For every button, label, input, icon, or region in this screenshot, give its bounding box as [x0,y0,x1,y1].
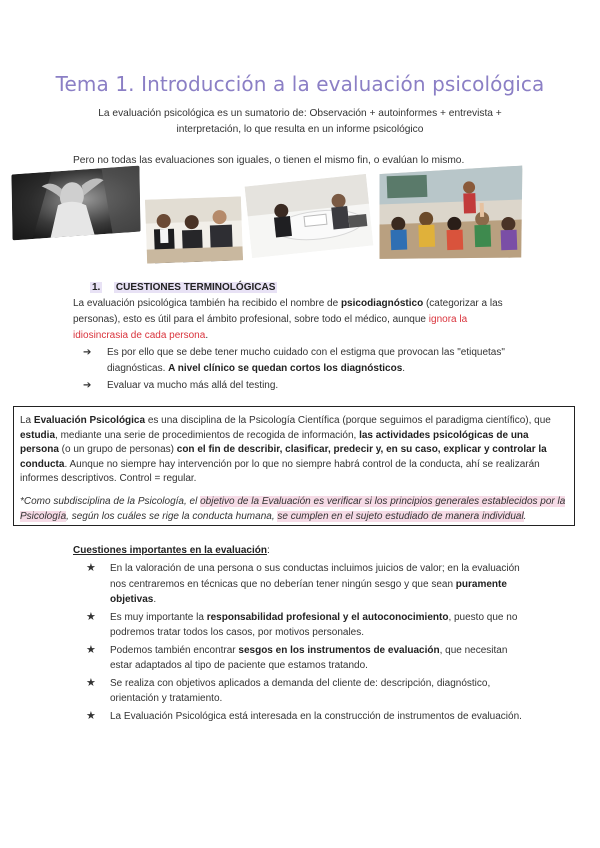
terminology-bullets [83,345,523,396]
lead-sentence: Pero no todas las evaluaciones son iguales, o tienen el mismo fin, o evalúan lo mismo. [73,155,465,166]
photo-distressed-person [11,166,140,241]
text-run: En la valoración de una persona o sus conductas incluimos juicios de valor; en la evaluación nos centraremos en técnicas que no deberían tener ningún sesgo y que sean [110,563,520,590]
section-heading-important-issues [73,545,270,556]
text-run: , según los cuáles se rige la conducta humana, [66,510,278,522]
text-run: Evaluar va mucho más allá del testing. [107,380,279,391]
list-item [86,709,531,725]
underlined-heading: Cuestiones importantes en la evaluación [73,545,267,556]
star-icon: ★ [86,643,96,656]
section-heading-terminology [90,282,277,293]
bold-text: las actividades psicológicas de una persona [20,429,529,456]
bold-text: Evaluación Psicológica [33,415,146,426]
pink-highlight-text: objetivo de la Evaluación es verificar si los principios generales establecidos por la Psicología [20,495,566,522]
text-run: . Aunque no siempre hay intervención por lo que no siempre habrá control de la conducta, ahí se realizarán informes descriptivos. Control = regular. [20,458,540,485]
arrow-icon: ➔ [83,347,92,358]
term-psicodiagnostico: psicodiagnóstico [340,298,424,309]
text-run: (categorizar a las personas), esto es útil para el ámbito profesional, sobre todo el médico, aunque [73,298,503,325]
text-run: , mediante una serie de procedimientos de recogida de información, [55,429,360,441]
text-run: . [402,362,406,374]
text-run: , puesto que no podremos tratar todos los casos, por motivos personales. [110,611,518,638]
definition-paragraph [20,414,568,487]
star-icon: ★ [86,610,96,623]
text-run: Se realiza con objetivos aplicados a demanda del cliente de: descripción, diagnóstico, orientación y tratamiento. [110,677,491,704]
list-item [83,378,523,394]
terminology-paragraph [73,296,513,344]
text-run: La evaluación psicológica también ha recibido el nombre de [73,298,341,309]
section-number: 1. [92,282,101,293]
bold-text: con el fin de describir, clasificar, predecir y, en su caso, explicar y controlar la conducta [20,444,547,470]
text-run: : [266,545,270,556]
text-run: *Como subdisciplina de la Psicología, el [20,495,201,507]
section-heading-text: CUESTIONES TERMINOLÓGICAS [115,282,276,293]
text-run: . [153,594,157,605]
intro-paragraph: La evaluación psicológica es un sumatorio de: Observación + autoinformes + entrevista + interpretación, lo que resulta en un informe psicológico [98,108,502,135]
list-item [86,676,531,707]
bold-text: puramente objetivas [110,578,507,605]
pink-highlight-text: se cumplen en el sujeto estudiado de manera individual [277,510,524,522]
text-run: Es muy importante la [110,611,207,623]
bold-text: responsabilidad profesional y el autoconocimiento [206,611,449,623]
text-run: La [20,415,34,426]
star-icon: ★ [86,562,96,574]
list-item [83,345,523,376]
text-run: , que necesitan estar adaptados al tipo de paciente que estamos tratando. [110,644,508,671]
text-run: . [523,510,527,522]
star-icon: ★ [86,709,96,722]
page-title: Tema 1. Introducción a la evaluación psicológica [55,72,545,96]
text-run: Es por ello que se debe tener mucho cuidado con el estigma que provocan las "etiquetas" diagnósticas. [107,347,505,374]
photo-job-interview [145,196,243,263]
list-item [86,643,531,674]
definition-box [13,406,575,526]
important-issues-list [86,561,531,726]
list-item [86,610,531,641]
text-run: (o un grupo de personas) [58,444,177,456]
bold-text: estudia [20,429,56,441]
text-run: La Evaluación Psicológica está interesada en la construcción de instrumentos de evaluación. [110,710,522,722]
definition-note [20,495,568,524]
bold-text: A nivel clínico se quedan cortos los diagnósticos [168,362,403,374]
red-highlight-text: ignora la idiosincrasia de cada persona [73,314,468,341]
text-run: Podemos también encontrar [110,644,239,656]
bold-text: sesgos en los instrumentos de evaluación [238,644,440,656]
arrow-icon: ➔ [83,380,92,391]
photo-classroom [376,165,525,262]
photo-clinical-session [245,174,374,258]
text-run: es una disciplina de la Psicología Científica (porque seguimos el paradigma científico), que [145,415,551,426]
list-item [86,561,531,608]
text-run: . [205,330,209,341]
star-icon: ★ [86,676,96,689]
